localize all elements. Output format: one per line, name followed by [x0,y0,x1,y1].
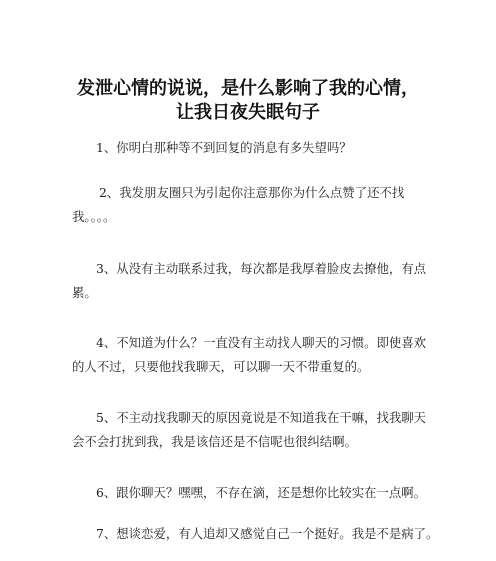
paragraph-line: 5、不主动找我聊天的原因竟说是不知道我在干嘛，找我聊天 [96,410,427,425]
document-title-line-2: 让我日夜失眠句子 [176,102,320,123]
paragraph-6 [72,481,432,505]
paragraph-line: 我。。。。 [72,209,116,224]
paragraph-line: 2、我发朋友圈只为引起你注意那你为什么点赞了还不找 [99,185,405,200]
paragraph-line: 1、你明白那种等不到回复的消息有多失望吗？ [96,140,352,155]
paragraph-1 [72,136,432,160]
paragraph-line: 的人不过，只要他找我聊天，可以聊一天不带重复的。 [72,359,370,374]
paragraph-3 [72,257,432,305]
paragraph-line: 6、跟你聊天？嘿嘿，不存在滴，还是想你比较实在一点啊。 [96,485,427,500]
paragraph-line: 累。 [72,285,97,300]
document-title-line-1: 发泄心情的说说，是什么影响了我的心情， [77,78,419,99]
paragraph-line: 4、不知道为什么？一直没有主动找人聊天的习惯。即使喜欢 [96,335,427,350]
paragraph-7 [72,522,439,546]
paragraph-5 [72,406,432,454]
paragraph-line: 3、从没有主动联系过我，每次都是我厚着脸皮去撩他，有点 [96,261,427,276]
paragraph-4 [72,331,432,379]
paragraph-line: 7、想谈恋爱，有人追却又感觉自己一个挺好。我是不是病了。 [96,526,439,541]
paragraph-2 [72,181,432,229]
paragraph-line: 会不会打扰到我，我是该信还是不信呢也很纠结啊。 [72,434,357,449]
